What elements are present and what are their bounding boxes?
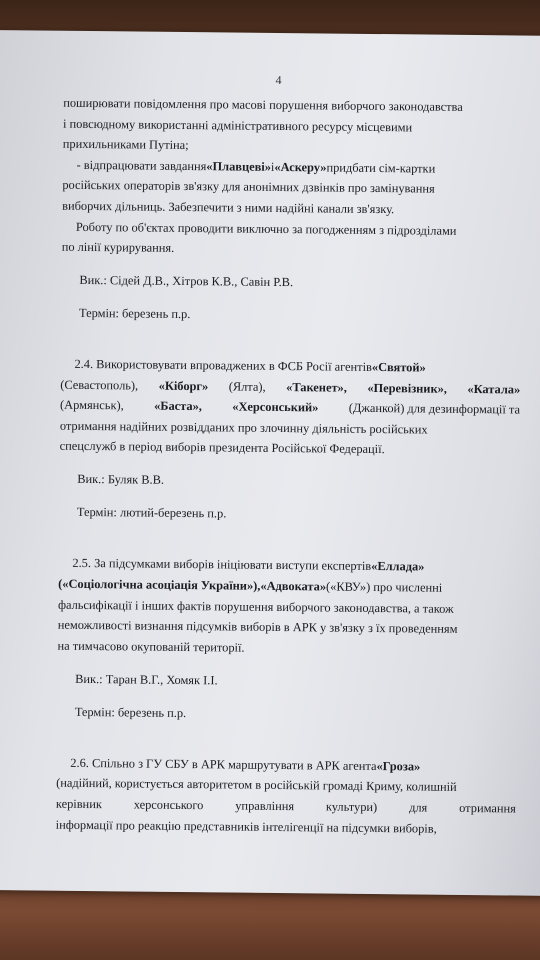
- text-line: (надійний, користується авторитетом в російській громаді Криму, колишній: [56, 776, 457, 795]
- section-2-5-heading: 2.5. За підсумками виборів ініціювати виступи експертів «Еллада»: [72, 556, 425, 574]
- text-line: неможливості визнання підсумків виборів в АРК у зв'язку з їх проведенням: [57, 617, 458, 637]
- executors-line: Вик.: Буляк В.В.: [77, 472, 165, 488]
- text-line: виборчих дільниць. Забезпечити з ними надійні канали зв'язку.: [62, 198, 395, 217]
- text-line: інформації про реакцію представників інтелігенції на підсумки виборів,: [55, 817, 437, 836]
- page-number: 4: [275, 72, 282, 88]
- text-line: («Соціологічна асоціація України»), «Адвоката» («КВУ») про численні: [58, 576, 443, 595]
- text-line: фальсифікації і інших фактів порушення виборчого законодавства, а також: [57, 597, 454, 616]
- document-page: [0, 30, 540, 896]
- text-line: прихильниками Путіна;: [62, 136, 189, 153]
- deadline-line: Термін: березень п.р.: [74, 704, 187, 720]
- section-2-6-heading: 2.6. Спільно з ГУ СБУ в АРК маршрутувати в АРК агента «Гроза»: [70, 755, 421, 774]
- text-line: і повсюдному використанні адміністративного ресурсу місцевими: [62, 116, 413, 134]
- executors-line: Вик.: Таран В.Г., Хомяк І.І.: [75, 671, 218, 688]
- text-line: поширювати повідомлення про масові порушення виборчого законодавства: [63, 95, 463, 114]
- text-line: (Севастополь), «Кіборг» (Ялта), «Такенет», «Перевізник», «Катала»: [60, 377, 521, 397]
- document-body: [56, 93, 524, 840]
- text-line: на тимчасово окупованій території.: [57, 638, 245, 655]
- deadline-line: Термін: березень п.р.: [78, 306, 191, 322]
- text-line: спецслужб в період виборів президента Російської Федерації.: [59, 439, 385, 457]
- text-line: отримання надійних розвідданих про злочинну діяльність російських: [59, 418, 428, 437]
- bullet-line: - відпрацювати завдання «Плавцеві» і «Аскеру» придбати сім-картки: [76, 157, 436, 176]
- text-line: Роботу по об'єктах проводити виключно за погодженням з підрозділами: [75, 219, 457, 238]
- section-2-4-heading: 2.4. Використовувати впроваджених в ФСБ Росії агентів «Святой»: [74, 356, 426, 375]
- deadline-line: Термін: лютий-березень п.р.: [76, 505, 227, 521]
- text-line: керівник херсонського управління культури) для отримання: [55, 796, 516, 816]
- executors-line: Вик.: Сідей Д.В., Хітров К.В., Савін Р.В.: [79, 273, 294, 290]
- text-line: (Армянськ), «Баста», «Херсонський» (Джанкой) для дезинформації та: [60, 398, 521, 417]
- text-line: по лінії курирування.: [61, 239, 175, 256]
- text-line: російських операторів зв'язку для анонімних дзвінків про замінування: [62, 178, 435, 196]
